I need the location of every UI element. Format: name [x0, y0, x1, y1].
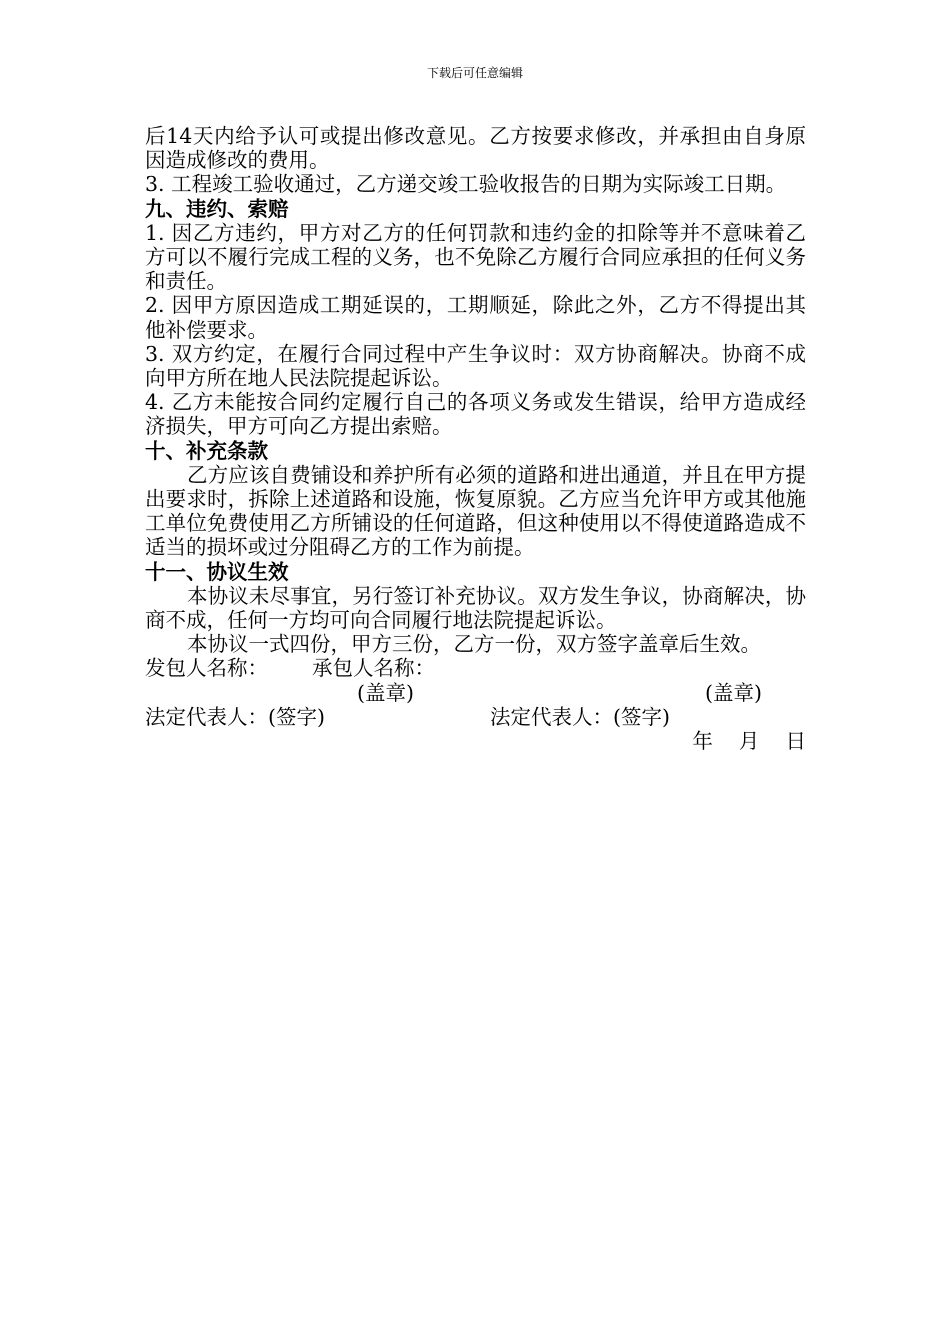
paragraph-breach-1: 1. 因乙方违约，甲方对乙方的任何罚款和违约金的扣除等并不意味着乙方可以不履行完成工程的义务，也不免除乙方履行合同应承担的任何义务和责任。	[145, 220, 806, 294]
section-heading-breach: 九、违约、索赔	[145, 196, 289, 221]
header-note: 下载后可任意编辑	[426, 66, 523, 80]
paragraph-effectiveness-2: 本协议一式四份，甲方三份，乙方一份，双方签字盖章后生效。	[187, 632, 761, 657]
party-a-representative-label: 法定代表人：(签字)	[145, 704, 325, 729]
section-heading-effectiveness: 十一、协议生效	[145, 559, 289, 584]
paragraph-breach-2: 2. 因甲方原因造成工期延误的，工期顺延，除此之外，乙方不得提出其他补偿要求。	[145, 293, 806, 342]
signature-seal-row	[145, 681, 806, 705]
signature-representative-row	[145, 705, 806, 729]
paragraph-supplementary: 乙方应该自费铺设和养护所有必须的道路和进出通道，并且在甲方提出要求时，拆除上述道路和设施，恢复原貌。乙方应当允许甲方或其他施工单位免费使用乙方所铺设的任何道路，但这种使用以不得使道路造成不适当的损坏或过分阻碍乙方的工作为前提。	[145, 462, 806, 560]
party-a-name-label: 发包人名称：	[145, 656, 268, 681]
signature-names-row	[145, 656, 806, 680]
signature-date-row	[145, 729, 806, 753]
paragraph-approval-continuation: 后14天内给予认可或提出修改意见。乙方按要求修改，并承担由自身原因造成修改的费用。	[145, 124, 806, 173]
section-heading-supplementary: 十、补充条款	[145, 438, 268, 463]
document-body	[145, 124, 806, 753]
paragraph-effectiveness-1: 本协议未尽事宜，另行签订补充协议。双方发生争议，协商解决，协商不成，任何一方均可向合同履行地法院提起诉讼。	[145, 583, 806, 633]
paragraph-completion-date: 3. 工程竣工验收通过，乙方递交竣工验收报告的日期为实际竣工日期。	[145, 172, 787, 197]
party-b-representative-label: 法定代表人：(签字)	[490, 704, 670, 729]
party-b-seal-label: (盖章)	[705, 680, 762, 705]
paragraph-breach-4: 4. 乙方未能按合同约定履行自己的各项义务或发生错误，给甲方造成经济损失，甲方可向乙方提出索赔。	[145, 390, 806, 439]
paragraph-breach-3: 3. 双方约定，在履行合同过程中产生争议时：双方协商解决。协商不成向甲方所在地人民法院提起诉讼。	[145, 341, 806, 391]
party-a-seal-label: (盖章)	[357, 680, 414, 705]
party-b-name-label: 承包人名称：	[312, 656, 435, 681]
signature-date-label: 年 月 日	[692, 729, 806, 754]
